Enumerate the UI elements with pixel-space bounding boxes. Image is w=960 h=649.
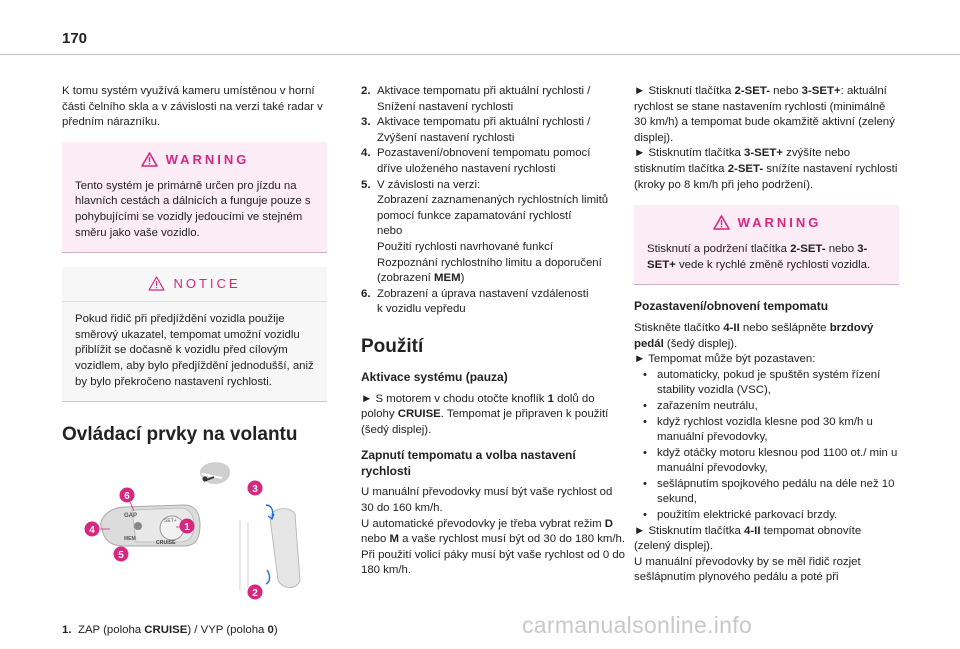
list-text-line: Aktivace tempomatu při aktuální rychlosti / <box>377 116 591 129</box>
warning-text: Stisknutí a podržení tlačítka 2-SET- nebo 3-SET+ vede k rychlé změně rychlosti vozidla. <box>647 243 871 271</box>
pause-paragraph: Stiskněte tlačítko 4-II nebo sešlápněte brzdový pedál (šedý displej). <box>634 321 874 350</box>
section-title-usage: Použití <box>361 335 424 357</box>
svg-text:2: 2 <box>252 588 258 600</box>
list-text-line: Aktivace tempomatu při aktuální rychlosti / <box>377 85 591 97</box>
svg-text:SET+: SET+ <box>164 518 177 525</box>
column-2 <box>361 84 626 579</box>
list-text <box>377 84 590 115</box>
list-text-line: nebo <box>377 225 403 238</box>
numbered-list <box>361 84 626 318</box>
header-divider <box>0 54 960 55</box>
activation-paragraph: ► S motorem v chodu otočte knoflík 1 dolů do polohy CRUISE. Tempomat je připraven k použití (šedý displej). <box>361 392 609 436</box>
notice-title: NOTICE <box>173 276 241 292</box>
gap-label: GAP <box>124 513 138 520</box>
list-text-line: Použití rychlosti navrhované funkcí <box>377 240 554 253</box>
warning-title: WARNING <box>737 215 822 231</box>
mem-label: MEM <box>124 536 136 543</box>
list-number: 1. <box>62 624 72 637</box>
heading-pause: Pozastavení/obnovení tempomatu <box>634 299 829 314</box>
set-paragraph-2: ► Stisknutím tlačítka 3-SET+ zvýšíte nebo stisknutím tlačítka 2-SET- snížíte nastavení rychlosti (kroky po 8 km/h při jeho podržení). <box>634 147 898 191</box>
bullet-dot: • <box>643 477 647 490</box>
watermark: carmanualsonline.info <box>522 612 753 638</box>
switch-paragraph-c: Při použití volicí páky musí být vaše rychlost od 0 do 180 km/h. <box>361 548 625 577</box>
resume-paragraph: ► Stisknutím tlačítka 4-II tempomat obnovíte (zelený displej). <box>634 524 862 553</box>
notice-header <box>62 276 327 302</box>
switch-paragraph-b: U automatické převodovky je třeba vybrat režim D nebo M a vaše rychlost musí být od 30 do 180 km/h. <box>361 517 626 546</box>
notice-box <box>62 267 327 402</box>
list-item-3 <box>361 115 626 146</box>
bullet-text: automaticky, pokud je spuštěn systém řízení stability vozidla (VSC), <box>657 368 881 397</box>
bullet-item <box>634 368 899 399</box>
bullet-text: když rychlost vozidla klesne pod 30 km/h u manuální převodovky, <box>657 415 873 444</box>
notice-text: Pokud řidič při předjíždění vozidla použije směrový ukazatel, tempomat umožní vozidlu přiblížit se dočasně k vozidlu před cílovým vozidlem, aby bylo předjíždění jednodušší, aniž by bylo překročeno nastavení rychlosti. <box>75 313 314 388</box>
list-number: 3. <box>361 116 371 129</box>
steering-wheel-icon <box>200 462 230 484</box>
list-text-line: Zobrazení zaznamenaných rychlostních limitů <box>377 194 609 207</box>
list-text-line: Snížení nastavení rychlosti <box>377 100 514 113</box>
manual-gearbox-paragraph: U manuální převodovky by se měl řidič rozjet sešlápnutím plynového pedálu a poté při <box>634 555 861 584</box>
list-text <box>377 178 608 287</box>
callout-2 <box>248 585 263 600</box>
list-text-line: dříve uloženého nastavení rychlosti <box>377 162 556 175</box>
list-text <box>377 287 589 318</box>
list-item-6 <box>361 287 626 318</box>
bullet-dot: • <box>643 399 647 412</box>
set-paragraph-1: ► Stisknutí tlačítka 2-SET- nebo 3-SET+: aktuální rychlost se stane nastavením rychlosti (minimálně 30 km/h) a tempomat bude okamžitě aktivní (zelený displej). <box>634 85 895 144</box>
svg-text:3: 3 <box>252 484 258 496</box>
list-text-line: Zobrazení a úprava nastavení vzdálenosti <box>377 287 589 300</box>
list-text-line: V závislosti na verzi: <box>377 178 481 191</box>
cruise-label: CRUISE <box>156 540 176 547</box>
column-3 <box>634 84 899 586</box>
warning-header-2 <box>647 215 887 230</box>
page-number: 170 <box>62 30 88 47</box>
list-text-line: Zvýšení nastavení rychlosti <box>377 131 515 144</box>
warning-header <box>75 152 315 167</box>
list-text <box>377 115 590 146</box>
list-number: 5. <box>361 178 371 191</box>
bullet-text: když otáčky motoru klesnou pod 1100 ot./ min u manuální převodovky, <box>657 446 898 475</box>
heading-activation: Aktivace systému (pauza) <box>361 369 508 384</box>
list-number: 4. <box>361 147 371 160</box>
bullet-dot: • <box>643 415 647 428</box>
list-number: 6. <box>361 287 371 300</box>
list-item-1 <box>62 623 327 639</box>
list-text <box>377 146 590 177</box>
bullet-item <box>634 415 899 446</box>
heading-switch-on: Zapnutí tempomatu a volba nastavení rychlosti <box>361 448 576 478</box>
pause-bullet-list <box>634 368 899 524</box>
warning-triangle-icon <box>141 152 158 167</box>
warning-box-2 <box>634 205 899 285</box>
column-1 <box>62 84 327 639</box>
warning-triangle-icon <box>713 215 730 230</box>
stalk-side-view <box>240 505 300 590</box>
svg-text:6: 6 <box>124 491 130 503</box>
section-title-steering-controls: Ovládací prvky na volantu <box>62 424 298 446</box>
warning-title: WARNING <box>165 151 250 167</box>
bullet-text: použitím elektrické parkovací brzdy. <box>657 509 838 522</box>
bullet-item <box>634 446 899 477</box>
bullet-text: sešlápnutím spojkového pedálu na déle než 10 sekund, <box>657 477 895 506</box>
intro-paragraph: K tomu systém využívá kameru umístěnou v horní části čelního skla a v závislosti na verzi také radar v předním nárazníku. <box>62 85 323 129</box>
notice-triangle-icon <box>148 276 165 291</box>
warning-box <box>62 142 327 253</box>
list-item-5 <box>361 178 626 287</box>
list-text-line: k vozidlu vepředu <box>377 303 466 316</box>
list-text-line: Rozpoznání rychlostního limitu a doporučení <box>377 256 602 269</box>
svg-text:4: 4 <box>89 525 95 537</box>
pause-arrow-line: ► Tempomat může být pozastaven: <box>634 353 816 366</box>
bullet-item <box>634 477 899 508</box>
steering-controls-diagram <box>62 450 327 620</box>
switch-paragraph-a: U manuální převodovky musí být vaše rychlost od 30 do 160 km/h. <box>361 486 613 515</box>
bullet-item <box>634 508 899 524</box>
bullet-dot: • <box>643 509 647 522</box>
list-text-line: pomocí funkce zapamatování rychlostí <box>377 209 572 222</box>
callout-3 <box>248 481 263 496</box>
bullet-item <box>634 399 899 415</box>
callout-5 <box>114 547 129 562</box>
warning-text: Tento systém je primárně určen pro jízdu na hlavních cestách a dálnicích a funguje pouze s pohybujícími se vozidly jedoucími ve stejném směru jako vaše vozidlo. <box>75 179 311 239</box>
list-number: 2. <box>361 85 371 97</box>
list-text-line: Pozastavení/obnovení tempomatu pomocí <box>377 147 591 160</box>
bullet-text: zařazením neutrálu, <box>657 399 758 412</box>
svg-text:1: 1 <box>184 522 190 534</box>
bullet-dot: • <box>643 446 647 459</box>
list-item-2 <box>361 84 626 115</box>
list-item-4 <box>361 146 626 177</box>
svg-text:5: 5 <box>118 550 124 562</box>
list-text-line: (zobrazení MEM) <box>377 272 465 285</box>
bullet-dot: • <box>643 368 647 381</box>
list-text: ZAP (poloha CRUISE) / VYP (poloha 0) <box>78 624 278 637</box>
